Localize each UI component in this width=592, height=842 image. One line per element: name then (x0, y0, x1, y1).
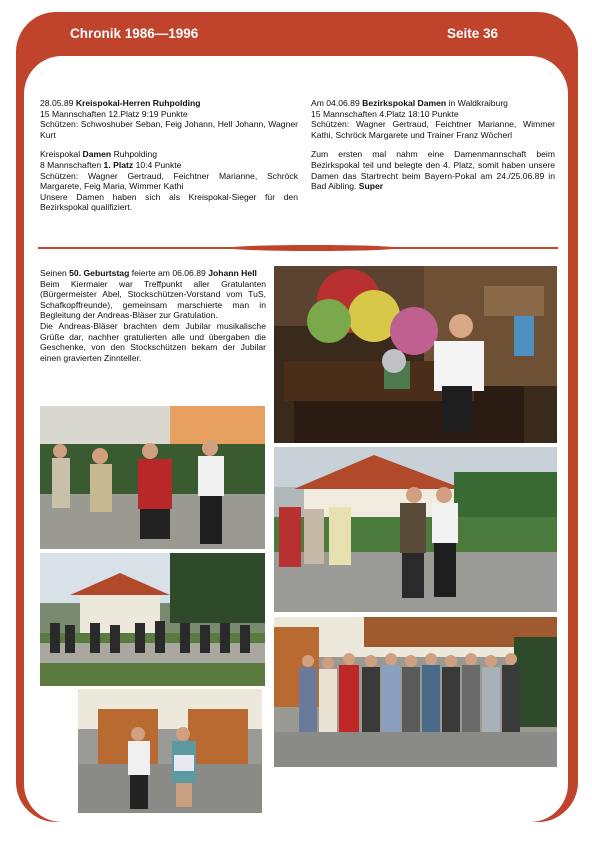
result-line: 15 Mannschaften 4.Platz 18:10 Punkte (311, 108, 459, 119)
event-location: Ruhpolding (113, 149, 158, 160)
bezirkspokal-block (311, 98, 555, 140)
birthday-article (40, 268, 266, 363)
event-location: in Waldkraiburg (448, 98, 508, 108)
teams-count: 8 Mannschaften (40, 159, 102, 170)
shooters-line: Schützen: Wagner Gertraud, Feichtner Marianne, Wimmer Kathi, Schröck Margarete und Trainer Franz Wöcherl (311, 119, 555, 140)
bezirkspokal-comment (311, 149, 555, 191)
birthday-person: Johann Hell (208, 268, 257, 278)
event-title: Bezirkspokal Damen (362, 98, 447, 108)
section-divider-swell (228, 245, 398, 251)
article-body: Beim Kiermaier war Treffpunkt aller Gratulanten (Bürgermeister Abel, Stockschützen-Vorstand vom TuS, Schafkopffreunde), gemeinsam marschierte man in Begleitung der Andreas-Bläser zur Gratulation. (40, 278, 266, 321)
points: 10:4 Punkte (135, 159, 182, 170)
comment-text: Zum ersten mal nahm eine Damenmannschaft beim Bezirkspokal teil und belegte den 4. Platz, somit haben unsere Damen das Startrecht beim Bayern-Pokal am 24./25.06.89 in Bad Aibling. (311, 149, 555, 192)
placement: 1. Platz (103, 159, 134, 170)
shooters-line: Schützen: Schwoshuber Seban, Feig Johann, Hell Johann, Wagner Kurt (40, 119, 298, 140)
results-left-column (40, 98, 298, 222)
page-number: Seite 36 (447, 26, 499, 41)
result-line: 15 Mannschaften 12.Platz 9:19 Punkte (40, 108, 188, 119)
event-prefix: Kreispokal (40, 149, 81, 160)
street-group-photo (40, 553, 265, 686)
event-title: Kreispokal-Herren Ruhpolding (75, 98, 201, 108)
garage-couple-photo (78, 689, 262, 813)
date-text: 28.05.89 (40, 98, 74, 108)
qualification-note: Unsere Damen haben sich als Kreispokal-Sieger für den Bezirkspokal qualifiziert. (40, 191, 298, 213)
birthday-date: feierte am 06.06.89 (131, 268, 206, 278)
kreispokal-damen-block (40, 149, 298, 213)
event-title: Damen (82, 149, 112, 160)
shooters-line: Schützen: Wagner Gertraud, Feichtner Marianne, Schröck Margarete, Feig Maria, Wimmer Kathi (40, 170, 298, 192)
comment-exclamation: Super (358, 181, 384, 192)
chronicle-title: Chronik 1986—1996 (70, 26, 199, 41)
house-handshake-photo (274, 447, 557, 612)
gift-table-photo (274, 266, 557, 443)
results-right-column (311, 98, 555, 201)
date-text: Am 04.06.89 (311, 98, 360, 108)
birthday-number: 50. Geburtstag (69, 268, 130, 278)
garden-greeting-photo (40, 406, 265, 549)
article-body-2: Die Andreas-Bläser brachten dem Jubilar musikalische Grüße dar, nachher gratulierten alle und übergaben die Geschenke, von den Stockschützen bekam der Jubilar einen gravierten Zinnteller. (40, 320, 266, 363)
group-portrait-photo (274, 617, 557, 767)
kreispokal-herren-block (40, 98, 298, 140)
article-intro: Seinen (40, 268, 67, 278)
